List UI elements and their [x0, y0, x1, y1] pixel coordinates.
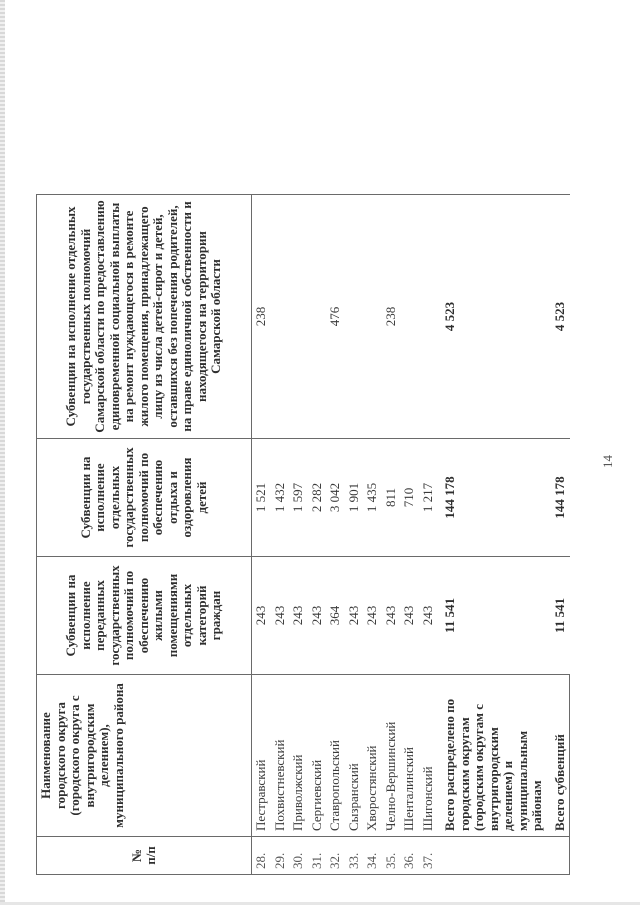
- row-v2: 1 597: [289, 439, 308, 557]
- page-number: 14: [600, 455, 615, 468]
- grand-total-v2: 144 178: [547, 439, 570, 557]
- row-name: Приволжский: [289, 675, 308, 837]
- row-name: Сызранский: [345, 675, 364, 837]
- row-name: Похвистневский: [271, 675, 290, 837]
- grand-total-row: [547, 77, 570, 875]
- row-v3: [363, 195, 382, 439]
- grand-total-v3: 4 523: [547, 195, 570, 439]
- header-blank: [37, 77, 252, 195]
- row-v2: 811: [382, 439, 401, 557]
- row-v3: [345, 195, 364, 439]
- row-name: Шенталинский: [400, 675, 419, 837]
- row-v3: [400, 195, 419, 439]
- row-v2: 3 042: [326, 439, 345, 557]
- row-name: Ставропольский: [326, 675, 345, 837]
- table-row: [400, 77, 419, 875]
- row-v3: 238: [252, 195, 271, 439]
- row-blank: [419, 77, 438, 195]
- row-blank: [363, 77, 382, 195]
- row-v1: 243: [363, 557, 382, 675]
- total-no: [437, 837, 547, 875]
- subventions-table: [36, 76, 570, 875]
- header-col1: Субвенции на исполнение переданных государственных полномочий по обеспечению жилыми помещениями отдельных категорий граждан: [37, 557, 252, 675]
- table-row: [252, 77, 271, 875]
- row-no: 28.: [252, 837, 271, 875]
- row-blank: [547, 77, 570, 195]
- row-no: 34.: [363, 837, 382, 875]
- table-row: [271, 77, 290, 875]
- row-no: 33.: [345, 837, 364, 875]
- table-row: [345, 77, 364, 875]
- row-name: Хворостянский: [363, 675, 382, 837]
- header-col2: Субвенции на исполнение отдельных государственных полномочий по обеспечению отдыха и оздоровления детей: [37, 439, 252, 557]
- row-v3: [308, 195, 327, 439]
- row-v2: 1 521: [252, 439, 271, 557]
- row-v2: 710: [400, 439, 419, 557]
- row-v1: 243: [252, 557, 271, 675]
- row-v3: 238: [382, 195, 401, 439]
- grand-total-label: Всего субвенций: [547, 675, 570, 837]
- total-distributed-label: Всего распределено по городским округам (городским округам с внутригородским делением) и муниципальным районам: [437, 675, 547, 837]
- row-no: 37.: [419, 837, 438, 875]
- row-v1: 243: [289, 557, 308, 675]
- row-no: 36.: [400, 837, 419, 875]
- row-v3: [419, 195, 438, 439]
- row-v1: 243: [345, 557, 364, 675]
- row-v2: 1 435: [363, 439, 382, 557]
- row-v2: 1 432: [271, 439, 290, 557]
- row-v3: [289, 195, 308, 439]
- row-name: Сергиевский: [308, 675, 327, 837]
- row-blank: [437, 77, 547, 195]
- row-v1: 243: [382, 557, 401, 675]
- row-name: Пестравский: [252, 675, 271, 837]
- row-v3: 476: [326, 195, 345, 439]
- row-name: Шигонский: [419, 675, 438, 837]
- table-row: [363, 77, 382, 875]
- row-blank: [308, 77, 327, 195]
- row-blank: [289, 77, 308, 195]
- row-blank: [382, 77, 401, 195]
- row-no: 35.: [382, 837, 401, 875]
- row-blank: [400, 77, 419, 195]
- grand-no: [547, 837, 570, 875]
- row-v1: 243: [308, 557, 327, 675]
- table-row: [308, 77, 327, 875]
- row-blank: [271, 77, 290, 195]
- table-header-row: [37, 77, 252, 875]
- header-no: № п/п: [37, 837, 252, 875]
- row-v3: [271, 195, 290, 439]
- row-blank: [345, 77, 364, 195]
- row-v1: 243: [271, 557, 290, 675]
- row-blank: [252, 77, 271, 195]
- total-distributed-v3: 4 523: [437, 195, 547, 439]
- row-v1: 243: [400, 557, 419, 675]
- grand-total-v1: 11 541: [547, 557, 570, 675]
- total-distributed-v2: 144 178: [437, 439, 547, 557]
- row-no: 29.: [271, 837, 290, 875]
- row-no: 30.: [289, 837, 308, 875]
- total-distributed-v1: 11 541: [437, 557, 547, 675]
- row-no: 31.: [308, 837, 327, 875]
- row-no: 32.: [326, 837, 345, 875]
- table-row: [289, 77, 308, 875]
- row-v1: 243: [419, 557, 438, 675]
- table-row: [382, 77, 401, 875]
- header-col3: Субвенции на исполнение отдельных государственных полномочий Самарской области по предоставлению единовременной социальной выплаты на ремонт нуждающегося в ремонте жилого помещения, принадлежащего лицу из числа детей-сирот и детей, оставшихся без попечения родителей, на праве единоличной собственности и находящегося на территории Самарской области: [37, 195, 252, 439]
- table-row: [419, 77, 438, 875]
- row-name: Челно-Вершинский: [382, 675, 401, 837]
- row-v2: 1 217: [419, 439, 438, 557]
- row-v1: 364: [326, 557, 345, 675]
- row-blank: [326, 77, 345, 195]
- row-v2: 2 282: [308, 439, 327, 557]
- row-v2: 1 901: [345, 439, 364, 557]
- header-name: Наименование городского округа (городского округа с внутригородским делением), муниципального района: [37, 675, 252, 837]
- table-row: [326, 77, 345, 875]
- total-distributed-row: [437, 77, 547, 875]
